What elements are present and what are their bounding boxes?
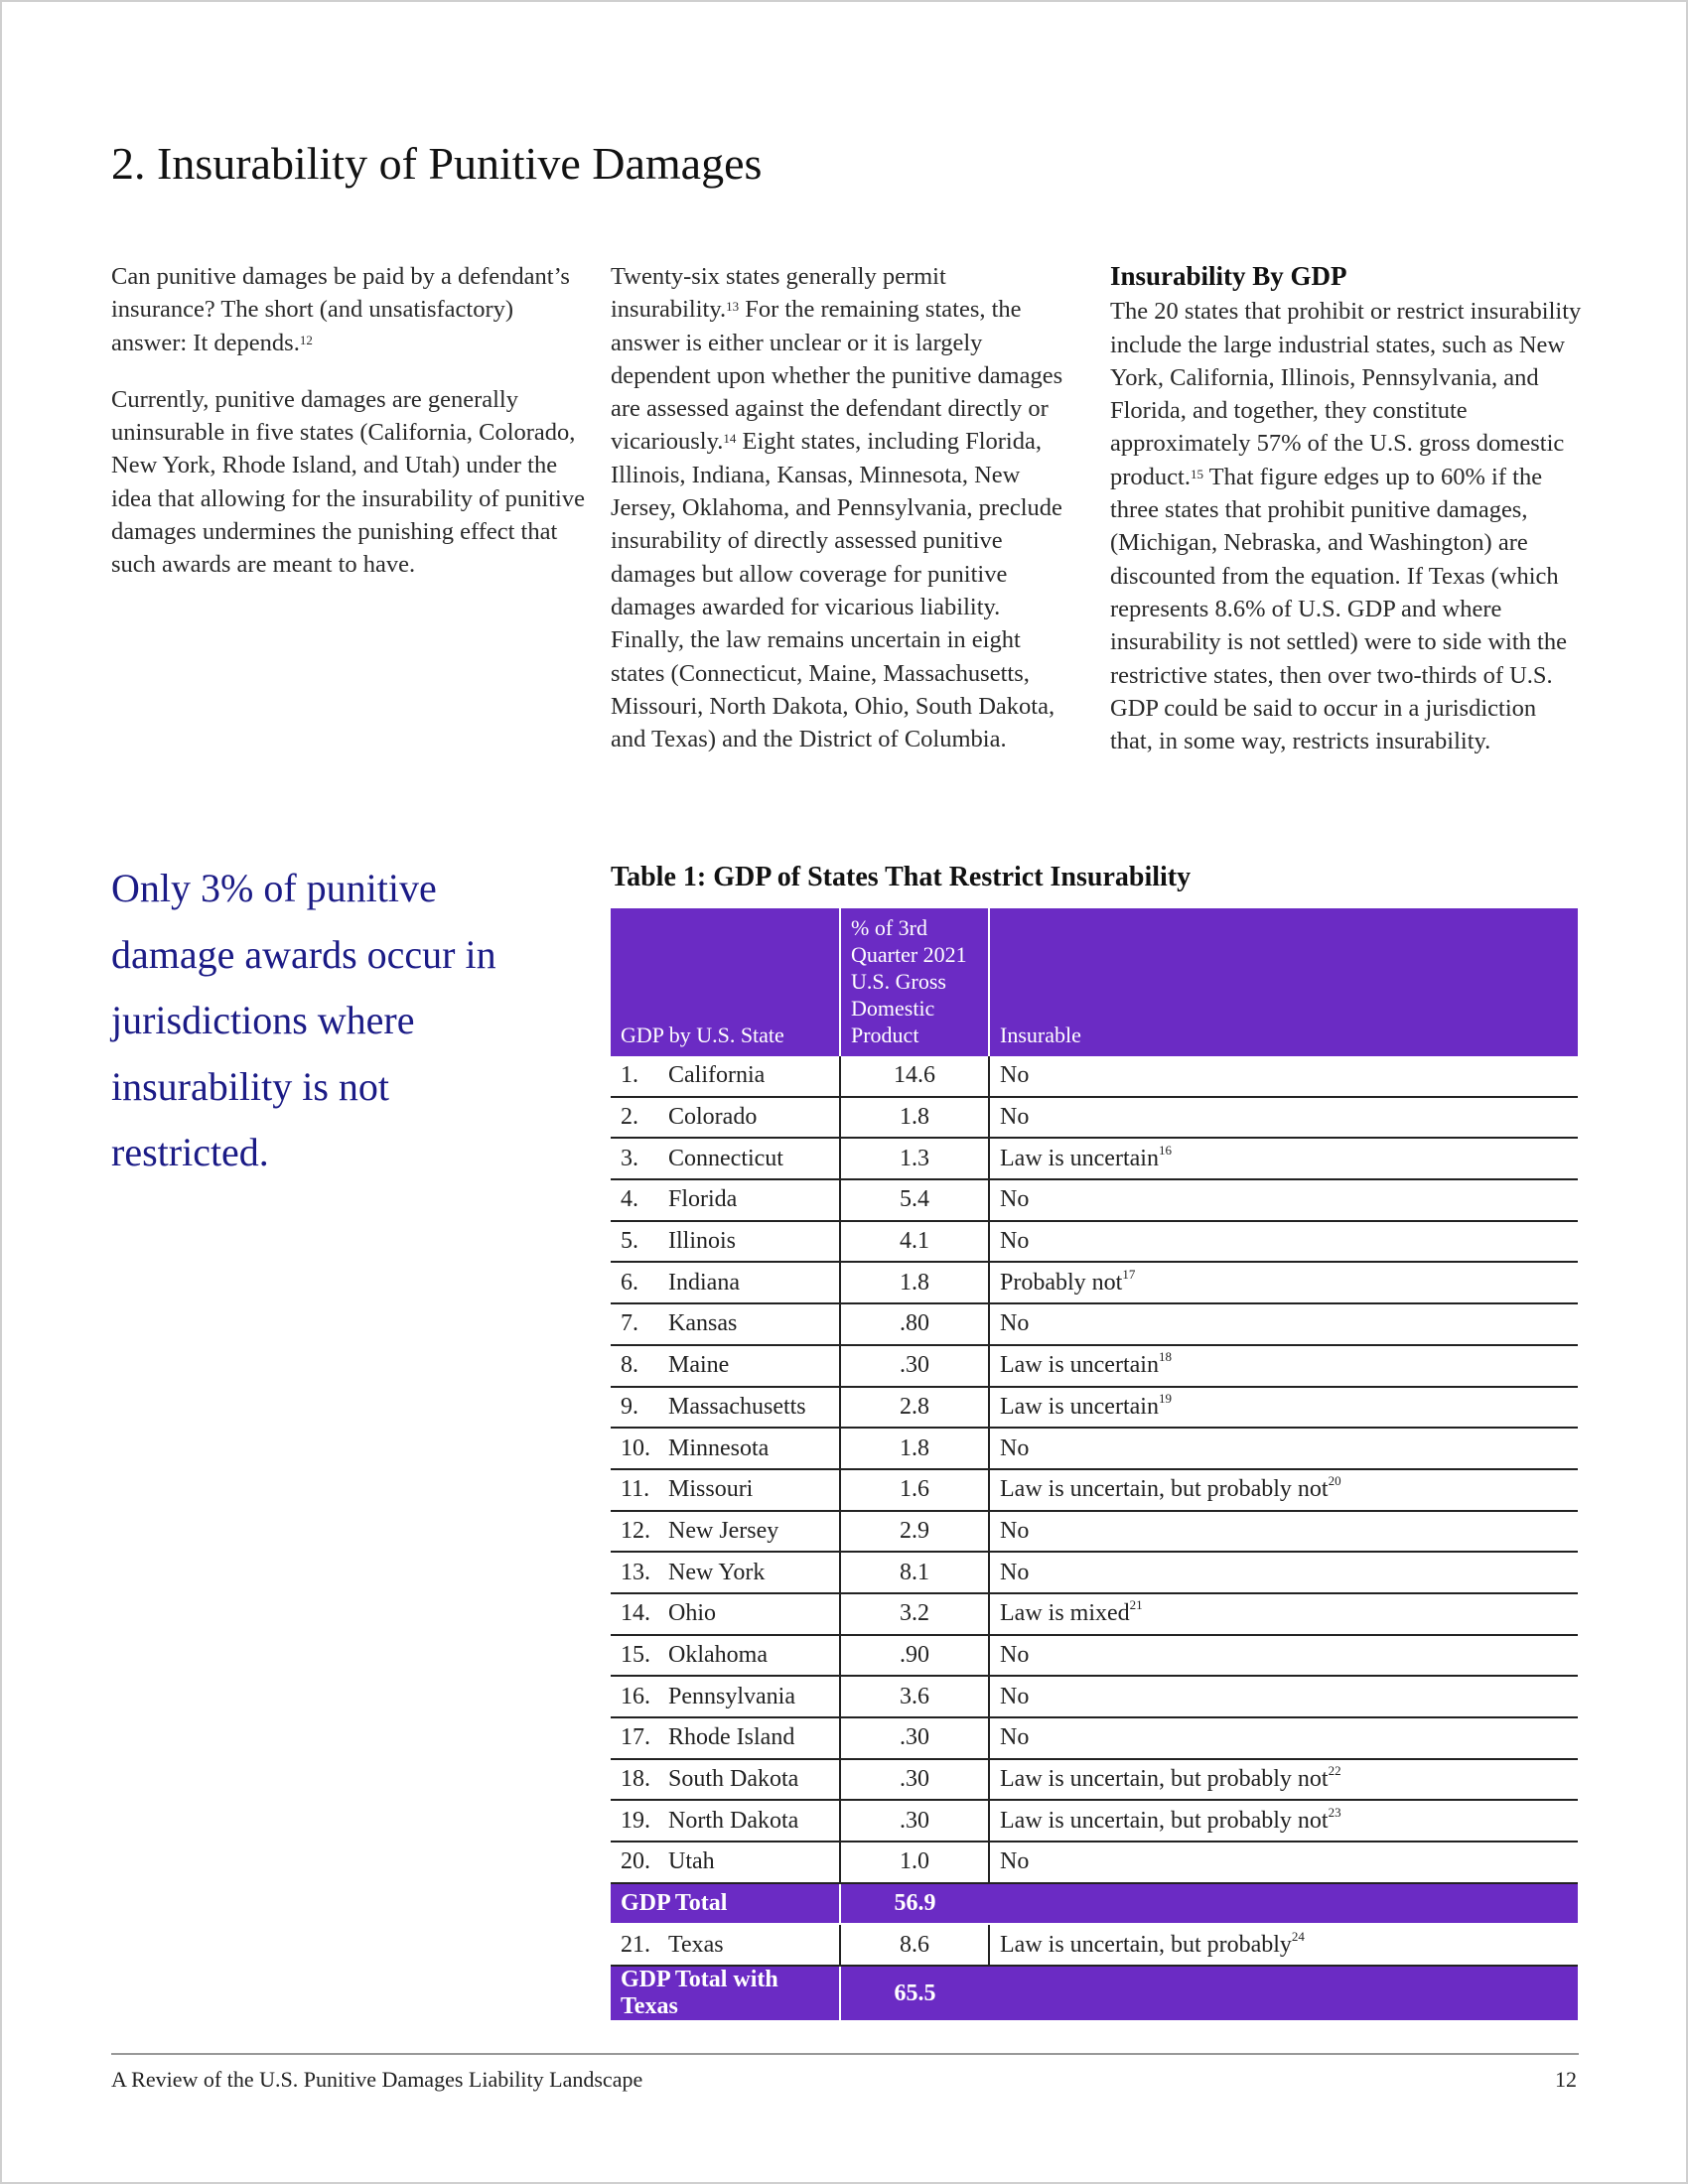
gdp-pct: .30	[840, 1759, 989, 1801]
row-number: 7.	[621, 1310, 638, 1337]
insurable-cell	[989, 1759, 1578, 1801]
insurable-cell	[989, 1924, 1578, 1966]
table-row	[611, 1097, 1578, 1139]
table-row	[611, 1303, 1578, 1345]
table-row	[611, 1221, 1578, 1263]
total-value: 56.9	[840, 1883, 989, 1925]
row-number: 4.	[621, 1186, 638, 1213]
row-number: 21.	[621, 1931, 650, 1958]
total-row	[611, 1883, 1578, 1925]
state-cell	[611, 1717, 840, 1759]
state-cell	[611, 1469, 840, 1511]
total-row	[611, 1966, 1578, 2021]
footnote-ref: 23	[1328, 1804, 1341, 1820]
table-row	[611, 1676, 1578, 1717]
gdp-pct: 8.6	[840, 1924, 989, 1966]
gdp-pct: 3.2	[840, 1593, 989, 1635]
insurable-text: No	[1000, 1848, 1030, 1875]
gdp-pct: .90	[840, 1635, 989, 1677]
gdp-pct: 1.8	[840, 1262, 989, 1303]
gdp-pct: 1.3	[840, 1138, 989, 1179]
row-number: 19.	[621, 1807, 650, 1834]
insurable-cell	[989, 1262, 1578, 1303]
footnote-ref: 17	[1122, 1266, 1136, 1282]
state-name: Maine	[668, 1352, 730, 1379]
table-row	[611, 1552, 1578, 1593]
state-name: Ohio	[668, 1600, 716, 1627]
row-number: 1.	[621, 1062, 638, 1089]
table-row	[611, 1635, 1578, 1677]
state-cell	[611, 1387, 840, 1429]
insurable-cell	[989, 1800, 1578, 1842]
insurable-cell	[989, 1717, 1578, 1759]
header-insurable: Insurable	[989, 908, 1578, 1056]
row-number: 6.	[621, 1269, 638, 1296]
insurable-text: Law is uncertain, but probably not	[1000, 1766, 1329, 1793]
state-cell	[611, 1138, 840, 1179]
footnote-ref: 13	[726, 299, 740, 315]
row-number: 11.	[621, 1476, 650, 1503]
table-row	[611, 1924, 1578, 1966]
paragraph-text: Twenty-six states generally permit insurability.	[611, 263, 946, 324]
state-cell	[611, 1262, 840, 1303]
total-value: 65.5	[840, 1966, 989, 2021]
header-gdp-pct: % of 3rd Quarter 2021 U.S. Gross Domestic Product	[840, 908, 989, 1056]
footer-divider	[111, 2053, 1579, 2055]
state-cell	[611, 1097, 840, 1139]
pull-quote: Only 3% of punitive damage awards occur in jurisdictions where insurability is not restricted.	[111, 866, 496, 1174]
insurable-cell	[989, 1469, 1578, 1511]
row-number: 8.	[621, 1352, 638, 1379]
state-cell	[611, 1221, 840, 1263]
table-row	[611, 1262, 1578, 1303]
insurable-cell	[989, 1842, 1578, 1883]
gdp-pct: 1.8	[840, 1428, 989, 1469]
insurable-text: No	[1000, 1310, 1030, 1337]
state-cell	[611, 1635, 840, 1677]
gdp-pct: .30	[840, 1345, 989, 1387]
table-row	[611, 1428, 1578, 1469]
insurable-cell	[989, 1593, 1578, 1635]
state-name: Colorado	[668, 1104, 758, 1131]
insurable-text: Law is uncertain	[1000, 1393, 1159, 1420]
state-cell	[611, 1056, 840, 1097]
insurable-text: No	[1000, 1517, 1030, 1544]
gdp-pct: 14.6	[840, 1056, 989, 1097]
state-cell	[611, 1842, 840, 1883]
state-cell	[611, 1303, 840, 1345]
row-number: 13.	[621, 1559, 650, 1585]
column-2	[611, 260, 1077, 779]
state-name: Connecticut	[668, 1145, 783, 1171]
row-number: 16.	[621, 1683, 650, 1709]
footnote-ref: 12	[299, 332, 313, 347]
insurable-cell	[989, 1303, 1578, 1345]
state-name: Minnesota	[668, 1434, 770, 1461]
state-name: Illinois	[668, 1228, 737, 1255]
total-label: GDP Total	[611, 1883, 840, 1925]
state-cell	[611, 1345, 840, 1387]
state-name: Missouri	[668, 1476, 754, 1503]
section-title: 2. Insurability of Punitive Damages	[111, 138, 763, 189]
row-number: 2.	[621, 1104, 638, 1131]
state-name: Rhode Island	[668, 1724, 795, 1751]
paragraph-text: Eight states, including Florida, Illinois, Indiana, Kansas, Minnesota, New Jersey, Oklahoma, and Pennsylvania, preclude insurability of directly assessed punitive damages but allow coverage for punitive damages awarded for vicarious liability. Finally, the law remains uncertain in eight states (Connecticut, Maine, Massachusetts, Missouri, North Dakota, Ohio, South Dakota, and Texas) and the District of Columbia.	[611, 428, 1062, 753]
footnote-ref: 24	[1291, 1928, 1305, 1944]
paragraph	[111, 383, 588, 582]
insurable-text: Law is uncertain, but probably	[1000, 1931, 1292, 1958]
empty-cell	[989, 1966, 1578, 2021]
column-1	[111, 260, 588, 606]
state-name: California	[668, 1062, 766, 1089]
row-number: 15.	[621, 1641, 650, 1668]
footnote-ref: 21	[1129, 1597, 1143, 1613]
row-number: 5.	[621, 1228, 638, 1255]
table-row	[611, 1469, 1578, 1511]
state-cell	[611, 1428, 840, 1469]
paragraph-text: Can punitive damages be paid by a defendant’s insurance? The short (and unsatisfactory) answer: It depends.	[111, 263, 570, 356]
gdp-pct: 1.0	[840, 1842, 989, 1883]
paragraph	[611, 260, 1077, 755]
state-name: Florida	[668, 1186, 738, 1213]
paragraph-text: That figure edges up to 60% if the three states that prohibit punitive damages, (Michigan, Nebraska, and Washington) are discounted from the equation. If Texas (which represents 8.6% of U.S. GDP and where insurability is not settled) were to side with the restrictive states, then over two-thirds of U.S. GDP could be said to occur in a jurisdiction that, in some way, restricts insurability.	[1110, 463, 1567, 755]
insurable-text: No	[1000, 1104, 1030, 1131]
insurable-cell	[989, 1387, 1578, 1429]
paragraph-text: The 20 states that prohibit or restrict insurability include the large industrial states, such as New York, California, Illinois, Pennsylvania, and Florida, and together, they constitute approximately 57% of the U.S. gross domestic product.	[1110, 298, 1582, 490]
table-header-row	[611, 908, 1578, 1056]
state-cell	[611, 1759, 840, 1801]
table-row	[611, 1345, 1578, 1387]
state-name: Indiana	[668, 1269, 740, 1296]
paragraph	[1110, 295, 1582, 757]
footnote-ref: 16	[1158, 1142, 1172, 1158]
insurable-text: No	[1000, 1683, 1030, 1709]
state-cell	[611, 1593, 840, 1635]
state-name: North Dakota	[668, 1807, 799, 1834]
gdp-pct: 1.6	[840, 1469, 989, 1511]
insurable-text: Law is uncertain	[1000, 1352, 1159, 1379]
state-name: Utah	[668, 1848, 715, 1875]
insurable-text: No	[1000, 1559, 1030, 1585]
row-number: 12.	[621, 1517, 650, 1544]
footnote-ref: 20	[1328, 1473, 1341, 1489]
gdp-pct: .80	[840, 1303, 989, 1345]
insurable-cell	[989, 1676, 1578, 1717]
gdp-pct: .30	[840, 1800, 989, 1842]
insurable-cell	[989, 1345, 1578, 1387]
insurable-cell	[989, 1056, 1578, 1097]
row-number: 20.	[621, 1848, 650, 1875]
paragraph-text: Currently, punitive damages are generally uninsurable in five states (California, Colorado, New York, Rhode Island, and Utah) under the idea that allowing for the insurability of punitive damages undermines the punishing effect that such awards are meant to have.	[111, 385, 585, 579]
footnote-ref: 18	[1158, 1349, 1172, 1365]
insurable-cell	[989, 1138, 1578, 1179]
state-cell	[611, 1552, 840, 1593]
insurable-text: Law is uncertain, but probably not	[1000, 1476, 1329, 1503]
footnote-ref: 22	[1328, 1763, 1341, 1779]
footnote-ref: 15	[1190, 466, 1203, 481]
state-name: South Dakota	[668, 1766, 799, 1793]
gdp-pct: 8.1	[840, 1552, 989, 1593]
insurable-text: No	[1000, 1724, 1030, 1751]
insurable-text: Law is mixed	[1000, 1600, 1130, 1627]
insurable-text: Probably not	[1000, 1269, 1123, 1296]
footnote-ref: 14	[723, 431, 737, 447]
table-row	[611, 1717, 1578, 1759]
insurable-text: No	[1000, 1228, 1030, 1255]
table-row	[611, 1138, 1578, 1179]
paragraph-text: For the remaining states, the answer is either unclear or it is largely dependent upon whether the punitive damages are assessed against the defendant directly or vicariously.	[611, 296, 1063, 456]
row-number: 14.	[621, 1600, 650, 1627]
table-row	[611, 1179, 1578, 1221]
total-label: GDP Total with Texas	[611, 1966, 840, 2021]
table-caption: Table 1: GDP of States That Restrict Insurability	[611, 862, 1192, 892]
empty-cell	[989, 1883, 1578, 1925]
column-3	[1110, 260, 1582, 781]
footnote-ref: 19	[1158, 1390, 1172, 1406]
gdp-pct: .30	[840, 1717, 989, 1759]
state-name: Pennsylvania	[668, 1683, 795, 1709]
header-state: GDP by U.S. State	[611, 908, 840, 1056]
state-cell	[611, 1924, 840, 1966]
state-name: Texas	[668, 1931, 724, 1958]
insurable-text: No	[1000, 1434, 1030, 1461]
state-cell	[611, 1179, 840, 1221]
insurable-cell	[989, 1511, 1578, 1553]
state-name: Massachusetts	[668, 1393, 806, 1420]
insurable-text: No	[1000, 1062, 1030, 1089]
table-row	[611, 1511, 1578, 1553]
gdp-pct: 2.8	[840, 1387, 989, 1429]
page-number: 12	[1555, 2067, 1577, 2092]
insurable-text: No	[1000, 1641, 1030, 1668]
insurable-text: No	[1000, 1186, 1030, 1213]
state-cell	[611, 1800, 840, 1842]
table-row	[611, 1056, 1578, 1097]
paragraph	[111, 260, 588, 359]
state-name: Kansas	[668, 1310, 738, 1337]
row-number: 10.	[621, 1434, 650, 1461]
insurable-cell	[989, 1097, 1578, 1139]
table-row	[611, 1593, 1578, 1635]
insurable-cell	[989, 1635, 1578, 1677]
row-number: 17.	[621, 1724, 650, 1751]
row-number: 18.	[621, 1766, 650, 1793]
table-row	[611, 1842, 1578, 1883]
table-row	[611, 1800, 1578, 1842]
insurable-text: Law is uncertain	[1000, 1145, 1159, 1171]
gdp-table	[611, 908, 1578, 2022]
row-number: 3.	[621, 1145, 638, 1171]
state-name: Oklahoma	[668, 1641, 768, 1668]
table-row	[611, 1387, 1578, 1429]
state-name: New York	[668, 1559, 766, 1585]
gdp-pct: 5.4	[840, 1179, 989, 1221]
footer-title: A Review of the U.S. Punitive Damages Liability Landscape	[111, 2067, 643, 2092]
column-3-heading: Insurability By GDP	[1110, 261, 1347, 291]
insurable-cell	[989, 1552, 1578, 1593]
insurable-text: Law is uncertain, but probably not	[1000, 1807, 1329, 1834]
state-cell	[611, 1676, 840, 1717]
table-row	[611, 1759, 1578, 1801]
insurable-cell	[989, 1221, 1578, 1263]
insurable-cell	[989, 1428, 1578, 1469]
gdp-pct: 3.6	[840, 1676, 989, 1717]
state-name: New Jersey	[668, 1517, 779, 1544]
gdp-pct: 4.1	[840, 1221, 989, 1263]
gdp-pct: 2.9	[840, 1511, 989, 1553]
insurable-cell	[989, 1179, 1578, 1221]
gdp-pct: 1.8	[840, 1097, 989, 1139]
state-cell	[611, 1511, 840, 1553]
row-number: 9.	[621, 1393, 638, 1420]
